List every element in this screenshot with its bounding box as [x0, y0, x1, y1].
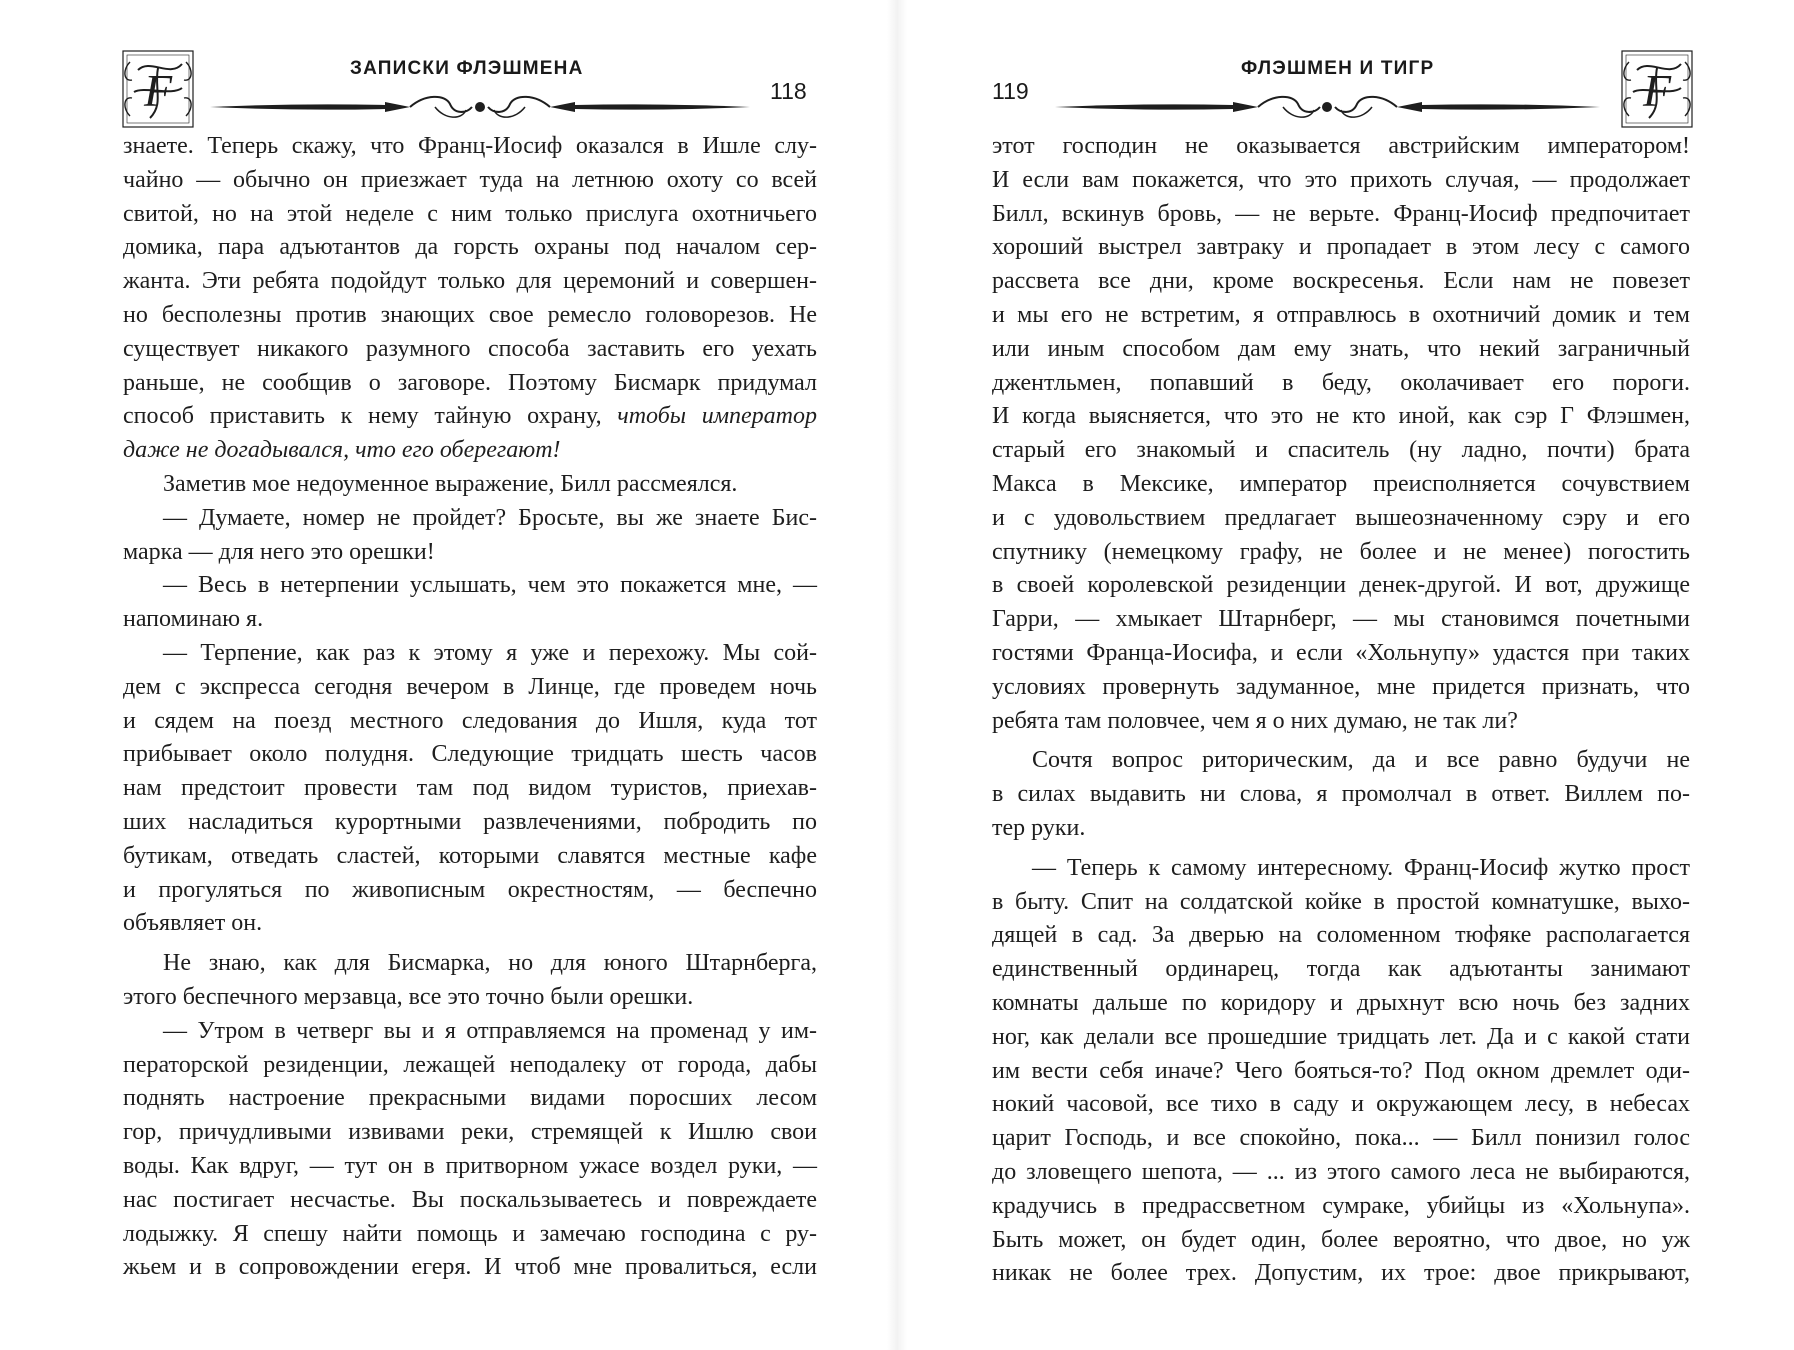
text-line: Быть может, он будет один, более вероятно, что двое, но уж [992, 1226, 1690, 1253]
text-line: и с удовольствием предлагает вышеозначенному сэру и его [992, 504, 1690, 531]
text-line: нам предстоит провести там под видом туристов, приехав- [123, 775, 817, 802]
text-line: им вести себя иначе? Чего бояться-то? Под окном дремлет оди- [992, 1057, 1690, 1084]
text-line: но бесполезны против знающих свое ремесло головорезов. Не [123, 301, 817, 328]
text-line: существует никакого разумного способа заставить его уехать [123, 335, 817, 362]
text-line: свитой, но на этой неделе с ним только прислуга охотничьего [123, 200, 817, 227]
text-line: марка — для него это орешки! [123, 538, 435, 565]
text-line: чайно — обычно он приезжает туда на летнюю охоту со всей [123, 166, 817, 193]
text-line: И когда выясняется, что это не кто иной, как сэр Г Флэшмен, [992, 403, 1690, 430]
svg-text:F: F [1642, 65, 1672, 116]
running-head: ЗАПИСКИ ФЛЭШМЕНА [350, 58, 584, 79]
text-line: И если вам покажется, что это прихоть случая, — продолжает [992, 166, 1690, 193]
text-line: — Думаете, номер не пройдет? Бросьте, вы же знаете Бис- [163, 504, 817, 531]
text-line: Билл, вскинув бровь, — не верьте. Франц-Иосиф предпочитает [992, 200, 1690, 227]
text-line: домика, пара адъютантов да горсть охраны под началом сер- [123, 234, 817, 261]
text-line: в своей королевской резиденции денек-другой. И вот, дружище [992, 572, 1690, 599]
text-line: — Весь в нетерпении услышать, чем это покажется мне, — [163, 572, 817, 599]
text-line: ших насладиться курортными развлечениями, побродить по [123, 808, 817, 835]
text-line: раньше, не сообщив о заговоре. Поэтому Бисмарк придумал [123, 369, 817, 396]
text-line: крадучись в предрассветном сумраке, убийцы из «Хольнупа». [992, 1192, 1690, 1219]
text-line: Сочтя вопрос риторическим, да и все равно будучи не [1032, 747, 1690, 774]
text-line: дем с экспресса сегодня вечером в Линце, где проведем ночь [123, 673, 817, 700]
text-line: этого беспечного мерзавца, все это точно были орешки. [123, 983, 694, 1010]
text-line: и сядем на поезд местного следования до Ишля, куда тот [123, 707, 817, 734]
header-ornament-icon [1055, 92, 1600, 122]
text-line: Не знаю, как для Бисмарка, но для юного Штарнберга, [163, 950, 817, 977]
text-line: знаете. Теперь скажу, что Франц-Иосиф оказался в Ишле слу- [123, 133, 817, 159]
text-line: джентльмен, попавший в беду, околачивает его пороги. [992, 369, 1690, 396]
page-number: 119 [992, 78, 1029, 104]
text-line: и прогуляться по живописным окрестностям, — беспечно [123, 876, 817, 903]
text-line: Гарри, — хмыкает Штарнберг, — мы становимся почетными [992, 606, 1690, 633]
text-line: объявляет он. [123, 910, 263, 937]
text-span: способ приставить к нему тайную охрану, [123, 403, 618, 430]
text-line: хороший выстрел завтраку и пропадает в этом лесу с самого [992, 234, 1690, 261]
text-line: тер руки. [992, 814, 1086, 841]
text-line: поднять настроение прекрасными видами поросших лесом [123, 1085, 817, 1112]
text-line: этот господин не оказывается австрийским императором! [992, 133, 1690, 159]
text-line: — Утром в четверг вы и я отправляемся на променад у им- [163, 1017, 817, 1044]
text-line: дящей в сад. За дверью на соломенном тюфяке располагается [992, 922, 1690, 949]
text-line: бутикам, отведать сластей, которыми славятся местные кафе [123, 842, 817, 869]
text-line: — Терпение, как раз к этому я уже и перехожу. Мы сой- [163, 639, 817, 666]
text-line: старый его знакомый и спаситель (ну ладно, почти) брата [992, 437, 1690, 464]
text-line: даже не догадывался, что его оберегают! [123, 437, 561, 464]
text-line: и мы его не встретим, я отправлюсь в охотничий домик и тем [992, 301, 1690, 328]
monogram-icon [1619, 48, 1695, 130]
text-line: комнаты дальше по коридору и дрыхнут всю ночь без задних [992, 989, 1690, 1016]
page-number: 118 [770, 78, 807, 104]
text-line: рассвета все дни, кроме воскресенья. Если нам не повезет [992, 268, 1690, 295]
text-line: — Теперь к самому интересному. Франц-Иосиф жутко прост [1032, 854, 1690, 881]
text-line: царит Господь, и все спокойно, пока... — Билл понизил голос [992, 1125, 1690, 1152]
text-line: единственный ординарец, тогда как адъютанты занимают [992, 956, 1690, 983]
text-line: спутнику (немецкому графу, не более и не менее) погостить [992, 538, 1690, 565]
text-line: или иным способом дам ему знать, что некий заграничный [992, 335, 1690, 362]
text-line: напоминаю я. [123, 606, 264, 633]
svg-text:F: F [143, 65, 173, 116]
text-line: гостями Франца-Иосифа, и если «Хольнупу» удастся при таких [992, 639, 1690, 666]
text-line: Заметив мое недоуменное выражение, Билл рассмеялся. [163, 470, 738, 497]
text-line: прибывает около полудня. Следующие тридцать шесть часов [123, 741, 817, 768]
text-line: нас постигает несчастье. Вы поскальзываетесь и повреждаете [123, 1186, 817, 1213]
text-line: до зловещего шепота, — ... из этого самого леса не выбираются, [992, 1158, 1690, 1185]
text-line: условиях провернуть задуманное, мне придется признать, что [992, 673, 1690, 700]
text-line: жанта. Эти ребята подойдут только для церемоний и совершен- [123, 268, 817, 295]
text-line: гор, причудливыми извивами реки, стремящей к Ишлю свои [123, 1119, 817, 1146]
text-line: в силах выдавить ни слова, я промолчал в ответ. Виллем по- [992, 781, 1690, 808]
text-line: в быту. Спит на солдатской койке в простой комнатушке, выхо- [992, 888, 1690, 915]
text-line: лодыжку. Я спешу найти помощь и замечаю господина с ру- [123, 1220, 817, 1247]
text-line: никак не более трех. Допустим, их трое: двое прикрывают, [992, 1260, 1690, 1287]
text-line: ператорской резиденции, лежащей неподалеку от города, дабы [123, 1051, 817, 1078]
text-line: Макса в Мексике, император преисполняется сочувствием [992, 470, 1690, 497]
text-line: ног, как делали все прошедшие тридцать лет. Да и с какой стати [992, 1023, 1690, 1050]
italic-text: чтобы император [617, 403, 818, 430]
running-head: ФЛЭШМЕН И ТИГР [1241, 58, 1435, 79]
text-line: нокий часовой, все тихо в саду и окружающем лесу, в небесах [992, 1091, 1690, 1118]
text-line: воды. Как вдруг, — тут он в притворном ужасе воздел руки, — [123, 1152, 817, 1179]
right-body-text [992, 130, 1690, 1291]
text-line: жьем и в сопровождении егеря. И чтоб мне провалиться, если [123, 1254, 817, 1281]
text-line: ребята там половчее, чем я о них думаю, не так ли? [992, 707, 1518, 734]
